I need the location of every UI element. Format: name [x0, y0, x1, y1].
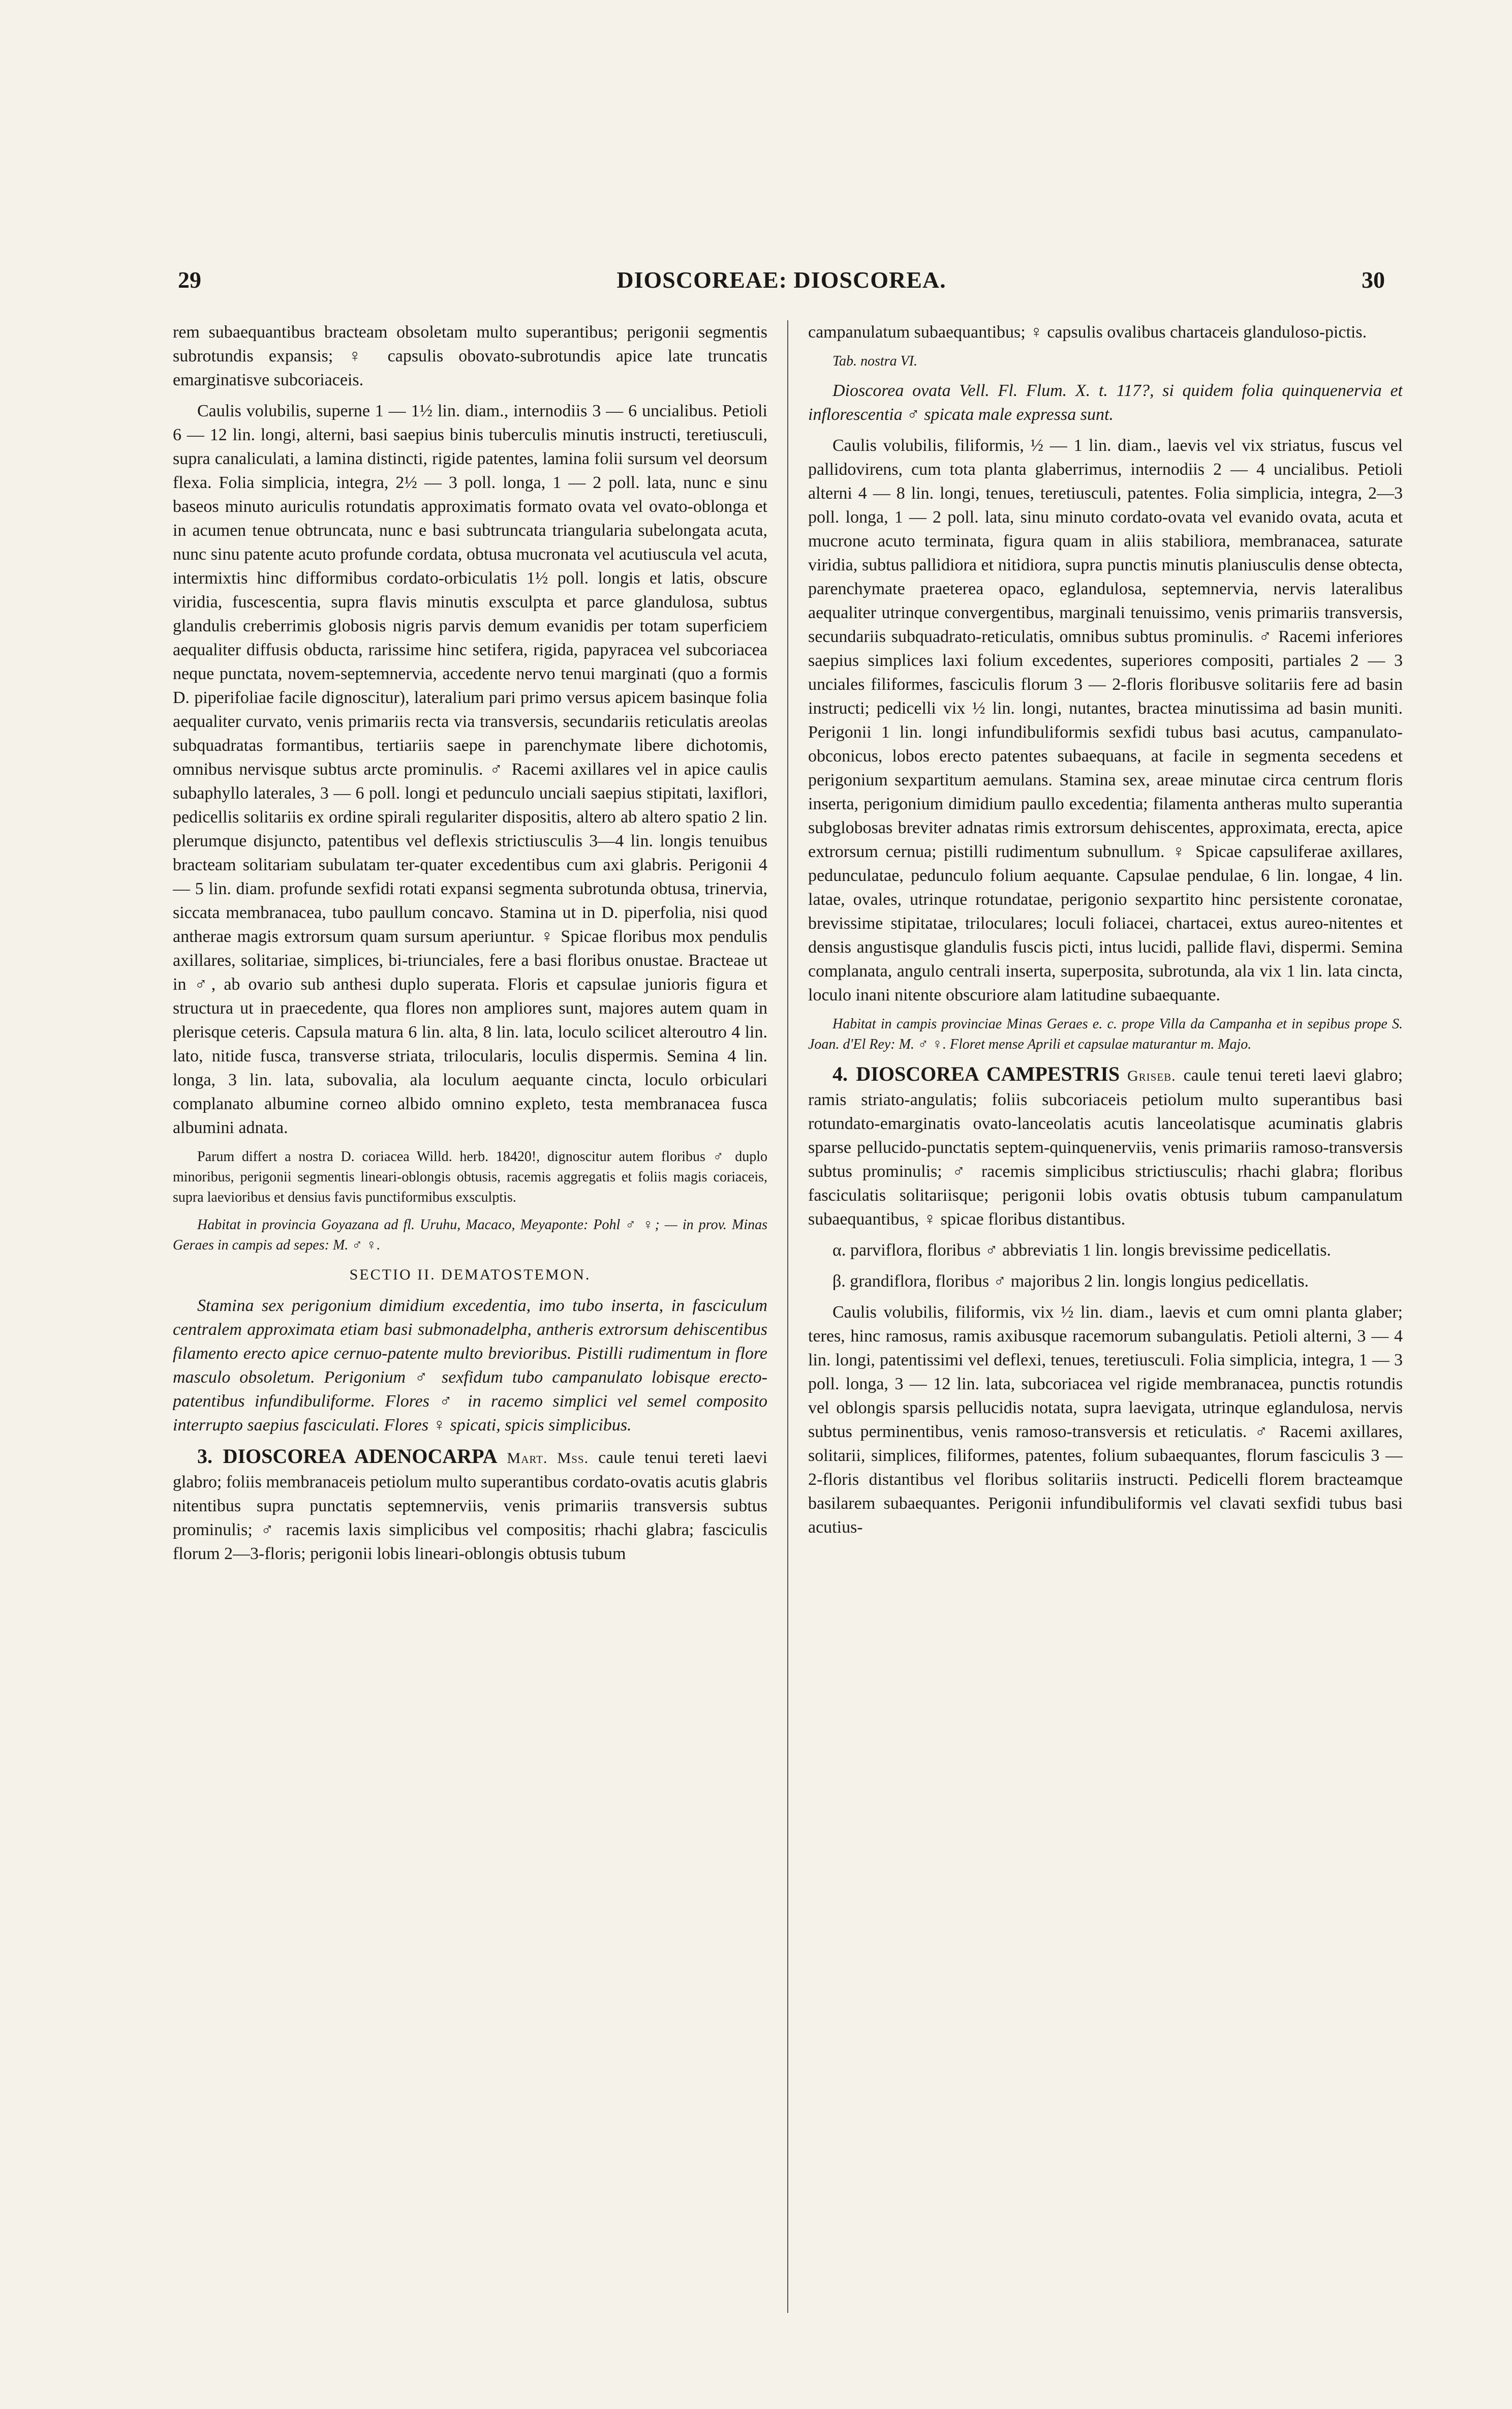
running-title: DIOSCOREAE: DIOSCOREA.: [616, 267, 946, 293]
left-paragraph-2: Caulis volubilis, superne 1 — 1½ lin. diam., internodiis 3 — 6 uncialibus. Petioli 6 — 12 lin. longi, alterni, basi saepius binis tuberculis minutis instructi, teretiusculi, supra canaliculati, a lamina distincti, rigide patentes, lamina folii sursum vel deorsum flexa. Folia simplicia, integra, 2½ — 3 poll. longa, 1 — 2 poll. lata, nunc e sinu baseos minuto auriculis rotundatis approximatis formato ovata vel ovato-oblonga et in acumen tenue obtruncata, nunc e basi subtruncata triangularia subelongata acuta, nunc sinu patente acuto profunde cordata, obtusa mucronata vel acutiuscula vel acuta, intermixtis hinc difformibus cordato-orbiculatis 1½ poll. longis et latis, obscure viridia, fuscescentia, supra flavis minutis exsculpta et parce glandulosa, subtus glandulis creberrimis globosis nigris parvis demum evanidis per totam superficiem aequaliter diffusis obducta, rarissime hinc setifera, rigida, papyracea vel subcoriacea neque punctata, novem-septemnervia, accedente nervo tenui marginati (quo a formis D. piperifoliae facile dignoscitur), lateralium pari primo versus apicem basinque folia aequaliter curvato, venis primariis recta via transversis, secundariis reticulatis areolas subquadratas formantibus, tertiariis saepe in parenchymate libere dichotomis, omnibus nervisque subtus arcte prominulis. ♂ Racemi axillares vel in apice caulis subaphyllo laterales, 3 — 6 poll. longi et pedunculo unciali saepius stipitati, laxiflori, pedicellis solitariis ex ordine spirali regulariter dispositis, altero ab altero spatio 2 lin. plerumque disjuncto, patentibus vel deflexis strictiusculis 3—4 lin. longis tenuibus bracteam solitariam subulatam ter-quater excedentibus cum axi glabris. Perigonii 4 — 5 lin. diam. profunde sexfidi rotati expansi segmenta subrotunda obtusa, trinervia, siccata membranacea, tubo paullum concavo. Stamina ut in D. piperfolia, nisi quod antherae magis extrorsum quam sursum aperiuntur. ♀ Spicae floribus mox pendulis axillares, solitariae, simplices, bi-triunciales, fere a basi floribus onustae. Bracteae ut in ♂, ab ovario sub anthesi duplo superata. Floris et capsulae junioris figura et structura ut in praecedente, qua flores non ampliores sunt, majores autem quam in plerisque ceteris. Capsula matura 6 lin. alta, 8 lin. lata, loculo scilicet alteroutro 4 lin. lato, nitide fusca, transverse striata, trilocularis, loculis dispermis. Semina 4 lin. longa, 3 lin. lata, subovalia, ala loculum aequante cincta, loculo orbiculari complanato albumine corneo albido omnino expleto, testa membranacea fusca albumini adnata.: [173, 402, 767, 1137]
section-description: Stamina sex perigonium dimidium excedentia, imo tubo inserta, in fasciculum centralem approximata etiam basi submonadelpha, antheris extrorsum dehiscentibus filamento erecto apice cernuo-patente multo brevioribus. Pistilli rudimentum in flore masculo obsoletum. Perigonium ♂ sexfidum tubo campanulato lobisque erecto-patentibus infundibuliforme. Flores ♂ in racemo simplici vel semel composito interrupto saepius fasciculati. Flores ♀ spicati, spicis simplicibus.: [173, 1296, 767, 1435]
section-title: SECTIO II. DEMATOSTEMON.: [349, 1266, 591, 1283]
page-number-left: 29: [178, 267, 201, 293]
left-note: Parum differt a nostra D. coriacea Willd. herb. 18420!, dignoscitur autem floribus ♂ duplo minoribus, perigonii segmentis lineari-oblongis obtusis, racemis aggregatis et foliis magis coriaceis, supra laevioribus et densius favis punctiformibus exsculptis.: [173, 1149, 767, 1205]
synonym-reference: Dioscorea ovata Vell. Fl. Flum. X. t. 117?, si quidem folia quinquenervia et inflorescentia ♂ spicata male expressa sunt.: [808, 381, 1403, 424]
variety-alpha: α. parviflora, floribus ♂ abbreviatis 1 lin. longis brevissime pedicellatis.: [832, 1241, 1331, 1260]
species-4-paragraph: [808, 1062, 1403, 1231]
variety-beta: β. grandiflora, floribus ♂ majoribus 2 lin. longis longius pedicellatis.: [832, 1272, 1309, 1291]
column-divider: [787, 320, 788, 2313]
left-column: [173, 320, 767, 2313]
right-description: Caulis volubilis, filiformis, ½ — 1 lin. diam., laevis vel vix striatus, fuscus vel pallidovirens, cum tota planta glaberrimus, internodiis 2 — 4 uncialibus. Petioli alterni 4 — 8 lin. longi, tenues, teretiusculi, patentes. Folia simplicia, integra, 2—3 poll. longa, 1 — 2 poll. lata, sinu minuto cordato-ovata vel evanido ovata, acuta et mucrone acuto terminata, figura quam in aliis stabiliora, membranacea, saturate viridia, subtus pallidiora et nitidiora, supra punctis minutis planiusculis dense obtecta, parenchymate praeterea opaco, eglandulosa, septemnervia, nervis lateralibus aequaliter utrinque convergentibus, marginali tenuissimo, venis primariis transversis, secundariis subquadrato-reticulatis, omnibus subtus prominulis. ♂ Racemi inferiores saepius simplices laxi folium excedentes, superiores compositi, partiales 2 — 3 unciales filiformes, fasciculis florum 3 — 2-floris floribusve solitariis fere ad basin instructi; pedicelli vix ½ lin. longi, nutantes, bractea minutissima ad basin muniti. Perigonii 1 lin. longi infundibuliformis sexfidi tubus basi acutus, campanulato-obconicus, lobos erecto patentes subaequans, at facile in segmenta secedens et perigonium sexpartitum aemulans. Stamina sex, areae minutae circa centrum floris inserta, perigonium dimidium paullo excedentia; filamenta antheras multo superantia subglobosas breviter adnatas rimis extrorsum dehiscentes, approximata, erecta, apice extrorsum cernua; pistilli rudimentum subnullum. ♀ Spicae capsuliferae axillares, pedunculatae, pedunculo folium aequante. Capsulae pendulae, 6 lin. longae, 4 lin. latae, ovales, utrinque rotundatae, perigonio sexpartito hinc persistente coronatae, brevissime stipitatae, triloculares; loculi foliacei, chartacei, extus aureo-nitentes et densis angustisque glandulis fuscis picti, intus lucidi, pallide flavi, dispermi. Semina complanata, angulo centrali inserta, superposita, subrotunda, ala vix 1 lin. lata cincta, loculo inani nitente obscuriore alam latitudine subaequante.: [808, 436, 1403, 1004]
left-habitat: Habitat in provincia Goyazana ad fl. Uruhu, Macaco, Meyaponte: Pohl ♂ ♀; — in prov. Minas Geraes in campis ad sepes: M. ♂ ♀.: [173, 1217, 767, 1253]
species-3-paragraph: [173, 1444, 767, 1566]
page-header: [173, 264, 1390, 300]
species-4-author: Griseb.: [1127, 1068, 1176, 1084]
species-3-heading: 3. DIOSCOREA ADENOCARPA: [197, 1445, 498, 1468]
species-4-heading: 4. DIOSCOREA CAMPESTRIS: [832, 1062, 1120, 1085]
page-number-right: 30: [1362, 267, 1385, 293]
plate-reference: Tab. nostra VI.: [832, 353, 918, 369]
species-4-diagnosis: caule tenui tereti laevi glabro; ramis striato-angulatis; foliis subcoriaceis petiolum multo superantibus basi rotundato-emarginatis ovato-lanceolatis acutis lanceolatisque acuminatis glabris sparse pellucido-punctatis septem-quinquenerviis, venis primariis ramoso-transversis subtus prominulis; ♂ racemis simplicibus strictiusculis; rhachi glabra; floribus fasciculatis solitariisque; perigonii lobis ovatis obtusis tubum campanulatum subaequantibus, ♀ spicae floribus distantibus.: [808, 1066, 1403, 1229]
species-4-description: Caulis volubilis, filiformis, vix ½ lin. diam., laevis et cum omni planta glaber; teres, hinc ramosus, ramis axibusque racemorum subangulatis. Petioli alterni, 3 — 4 lin. longi, patentissimi vel deflexi, tenues, teretiusculi. Folia simplicia, integra, 1 — 3 poll. longa, 3 — 12 lin. lata, subcoriacea vel rigide membranacea, punctis rotundis vel oblongis sparsis pellucidis notata, supra laevigata, utrinque eglandulosa, nervis subtus perminentibus, venis ramoso-transversis et reticulatis. ♂ Racemi axillares, solitarii, simplices, filiformes, patentes, folium subaequantes, florum fasciculis 3 — 2-floris distantibus vel floribus solitariis instructi. Pedicelli florem bracteamque basilarem subaequantes. Perigonii infundibuliformis vel clavati sexfidi tubus basi acutius-: [808, 1303, 1403, 1537]
right-column: [808, 320, 1403, 2313]
species-3-diagnosis: caule tenui tereti laevi glabro; foliis membranaceis petiolum multo superantibus cordato-ovatis acutis glabris nitentibus supra punctatis septemnerviis, venis primariis transversis subtus prominulis; ♂ racemis laxis simplicibus vel compositis; rhachi glabra; fasciculis florum 2—3-floris; perigonii lobis lineari-oblongis obtusis tubum: [173, 1448, 767, 1563]
right-paragraph-1: campanulatum subaequantibus; ♀ capsulis ovalibus chartaceis glanduloso-pictis.: [808, 323, 1367, 342]
species-3-author: Mart. Mss.: [507, 1450, 589, 1467]
left-paragraph-1: rem subaequantibus bracteam obsoletam multo superantibus; perigonii segmentis subrotundis expansis; ♀ capsulis obovato-subrotundis apice late truncatis emarginatisve subcoriaceis.: [173, 323, 767, 389]
right-habitat: Habitat in campis provinciae Minas Geraes e. c. prope Villa da Campanha et in sepibus prope S. Joan. d'El Rey: M. ♂ ♀. Floret mense Aprili et capsulae maturantur m. Majo.: [808, 1016, 1403, 1052]
